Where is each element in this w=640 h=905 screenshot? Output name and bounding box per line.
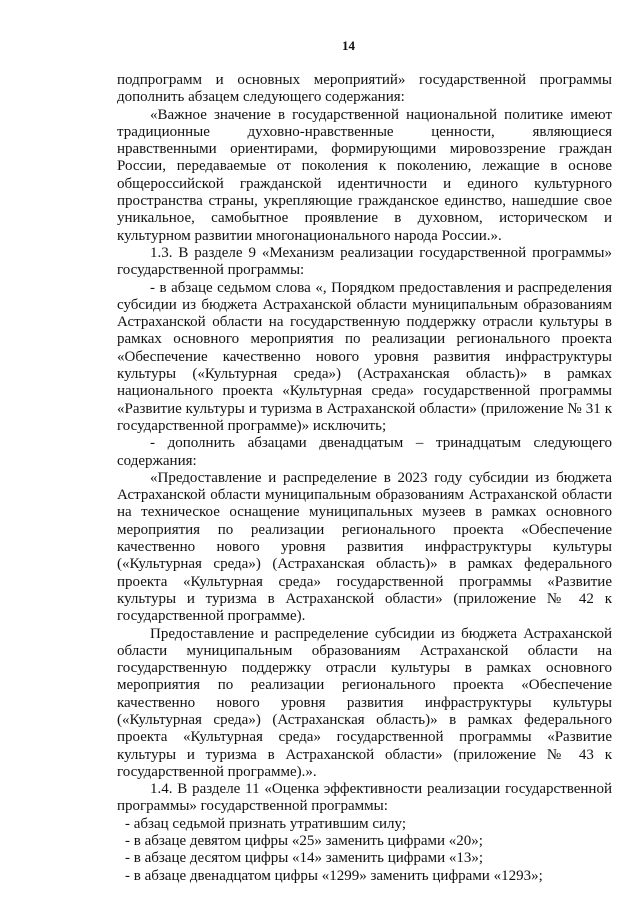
page-number: 14 (342, 38, 355, 53)
paragraph-quote-2023-subsidy: «Предоставление и распределение в 2023 году субсидии из бюджета Астраханской области муниципальным образованиям Астраханской области на техническое оснащение муниципальных музеев в рамках основного мероприятия по реализации регионального проекта «Обеспечение качественно нового уровня развития инфраструктуры культуры («Культурная среда») (Астраханская область)» в рамках федерального проекта «Культурная среда» государственной программы «Развитие культуры и туризма в Астраханской области» (приложение № 42 к государственной программе). (117, 469, 612, 625)
paragraph-item-1-4: 1.4. В разделе 11 «Оценка эффективности реализации государственной программы» государственной программы: (117, 781, 612, 815)
paragraph-continuation: подпрограмм и основных мероприятий» государственной программы дополнить абзацем следующего содержания: (117, 72, 612, 106)
paragraph-quote-subsidy: Предоставление и распределение субсидии из бюджета Астраханской области муниципальным образованиям Астраханской области на государственную поддержку отрасли культуры в рамках основного мероприятия по реализации регионального проекта «Обеспечение качественно нового уровня развития инфраструктуры культуры («Культурная среда») (Астраханская область)» в рамках федерального проекта «Культурная среда» государственной программы «Развитие культуры и туризма в Астраханской области» (приложение № 43 к государственной программе).». (117, 625, 612, 780)
paragraph-item-1-3: 1.3. В разделе 9 «Механизм реализации государственной программы» государственной программы: (117, 244, 612, 279)
paragraph-quote-values: «Важное значение в государственной национальной политике имеют традиционные духовно-нравственные ценности, являющиеся нравственными ориентирами, формирующими мировоззрение граждан России, передаваемые от поколения к поколению, лежащие в основе общероссийской гражданской идентичности и единого культурного пространства страны, укрепляющие гражданское единство, нашедшие свое уникальное, самобытное проявление в духовном, историческом и культурном развитии многонационального народа России.». (117, 106, 612, 244)
list-item: - в абзаце десятом цифры «14» заменить цифрами «13»; (125, 850, 484, 867)
paragraph-paragraph-seven: - в абзаце седьмом слова «, Порядком предоставления и распределения субсидии из бюджета Астраханской области муниципальным образованиям Астраханской области на государственную поддержку отрасли культуры в рамках основного мероприятия по реализации регионального проекта «Обеспечение качественно нового уровня развития инфраструктуры культуры («Культурная среда») (Астраханская область)» в рамках национального проекта «Культурная среда» государственной программы «Развитие культуры и туризма в Астраханской области» (приложение № 31 к государственной программе)» исключить; (117, 279, 612, 434)
list-item: - в абзаце девятом цифры «25» заменить цифрами «20»; (125, 833, 483, 850)
document-body (117, 72, 612, 885)
list-item: - в абзаце двенадцатом цифры «1299» заменить цифрами «1293»; (125, 867, 543, 884)
paragraph-add-paragraphs: - дополнить абзацами двенадцатым – тринадцатым следующего содержания: (117, 435, 612, 469)
list-item: - абзац седьмой признать утратившим силу; (125, 815, 406, 832)
